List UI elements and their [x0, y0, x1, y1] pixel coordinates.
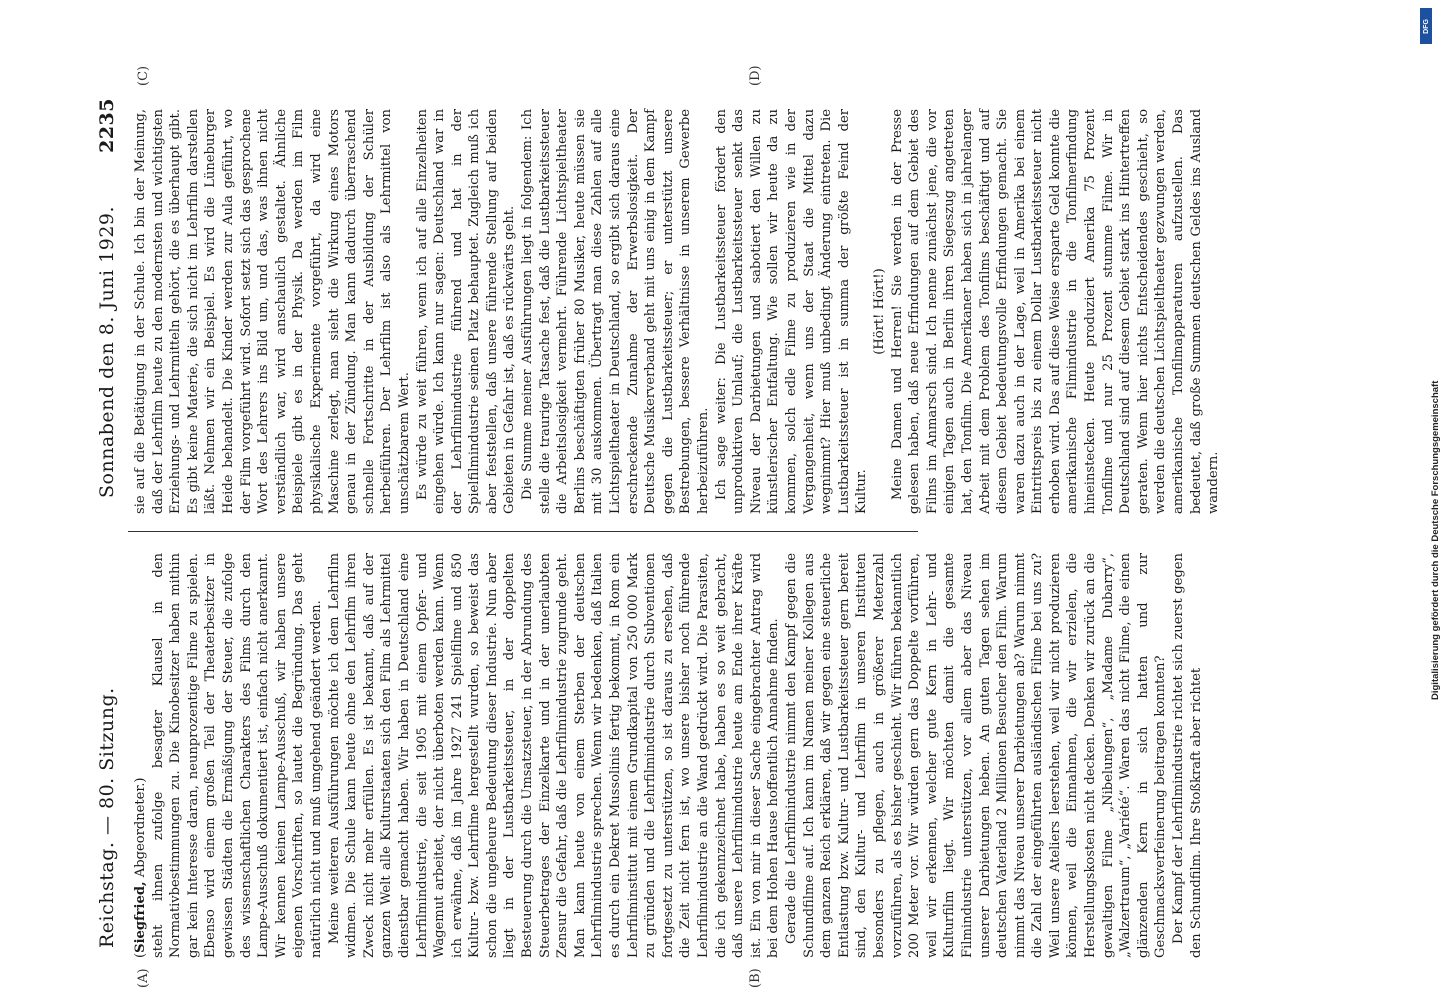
dfg-logo — [1420, 8, 1432, 44]
header-left: Reichstag. — 80. Sitzung. — [96, 687, 118, 948]
paragraph: steht ihnen zufolge besagter Klausel in den Normativbestimmungen zu. Die Kinobesitzer haben mithin gar kein Interesse daran, neunprozentige Filme zu spielen. Ebenso wird einem großen Teil der Theaterbesitzer in gewissen Städten die Ermäßigung der Steuer, die zufolge des wissenschaftlichen Charakters des Films durch den Lampe-Ausschuß dokumentiert ist, einfach nicht anerkannt. Wir kennen keinen Lampe-Ausschuß, wir haben unsere eigenen Vorschriften, so lautet die Begründung. Das geht natürlich nicht und muß umgehend geändert werden. — [150, 553, 324, 958]
paragraph: sie auf die Betätigung in der Schule. Ich bin der Meinung, daß der Lehrfilm heute zu den modernsten und wichtigsten Erziehungs- und Lehrmitteln gehört, die es überhaupt gibt. Es gibt keine Materie, die sich nicht im Lehrfilm darstellen läßt. Nehmen wir ein Beispiel. Es wird die Lüneburger Heide behandelt. Die Kinder werden zur Aula geführt, wo der Film vorgeführt wird. Sofort setzt sich das gesprochene Wort des Lehrers ins Bild um, und das, was ihnen nicht verständlich war, wird anschaulich gestaltet. Ähnliche Beispiele gibt es in der Physik. Da werden im Film physikalische Experimente vorgeführt, da wird eine Maschine zerlegt, man sieht die Wirkung eines Motors genau in der Zündung. Man kann dadurch überraschend schnelle Fortschritte in der Ausbildung der Schüler herbeiführen. Der Lehrfilm ist also als Lehrmittel von unschätzbarem Wert. — [133, 109, 412, 514]
interjection: (Hört! Hört!) — [871, 268, 887, 355]
margin-marker-c: (C) — [136, 65, 151, 86]
column-divider — [128, 531, 918, 532]
paragraph: Ich sage weiter: Die Lustbarkeitssteuer fördert den unproduktiven Umlauf; die Lustbarkeitssteuer senkt das Niveau der Darbietungen und sabotiert den Willen zu künstlerischer Entfaltung. Wie sollen wir heute da zu kommen, solch edle Filme zu produzieren wie in der Vergangenheit, wenn uns der Staat die Mittel dazu wegnimmt? Hier muß unbedingt Änderung eintreten. Die Lustbarkeitssteuer ist in summa der größte Feind der Kultur. — [713, 109, 870, 514]
margin-marker-b: (B) — [748, 968, 763, 988]
paragraph: Meine Damen und Herren! Sie werden in der Presse gelesen haben, daß neue Erfindungen auf dem Gebiet des Films im Anmarsch sind. Ich nenne zunächst jene, die vor einigen Tagen auch in Berlin ihren Siegeszug angetreten hat, den Tonfilm. Die Amerikaner haben sich in jahrelanger Arbeit mit dem Problem des Tonfilms beschäftigt und auf diesem Gebiet bedeutungsvolle Erfindungen gemacht. Sie waren dazu auch in der Lage, weil in Amerika bei einem Eintrittspreis bis zu einem Dollar Lustbarkeitssteuer nicht erhoben wird. Das auf diese Weise ersparte Geld konnte die amerikanische Filmindustrie in die Tonfilmerfindung hineinstecken. Heute produziert Amerika 75 Prozent Tonfilme und nur 25 Prozent stumme Filme. Wir in Deutschland sind auf diesem Gebiet stark ins Hintertreffen geraten. Wenn hier nichts Entscheidendes geschieht, so werden die deutschen Lichtspieltheater gezwungen werden, amerikanische Tonfilmapparaturen aufzustellen. Das bedeutet, daß große Summen deutschen Geldes ins Ausland wandern. — [889, 109, 1222, 514]
speaker-role: Abgeordneter.) — [133, 777, 148, 878]
speaker-line: (Siegfried, Abgeordneter.) — [133, 777, 148, 958]
margin-marker-d: (D) — [748, 65, 763, 86]
page-number: 2235 — [96, 98, 118, 153]
rotated-page — [88, 65, 1388, 988]
column-left — [132, 553, 1205, 958]
paragraph: Es würde zu weit führen, wenn ich auf alle Einzelheiten eingehen würde. Ich kann nur sagen: Deutschland war in der Lehrfilmindustrie führend und hat in der Spielfilmindustrie seinen Platz behauptet. Zugleich muß ich aber feststellen, daß unsere führende Stellung auf beiden Gebieten in Gefahr ist, daß es rückwärts geht. — [414, 109, 518, 514]
speaker-name: Siegfried, — [133, 881, 148, 953]
paragraph: Gerade die Lehrfilmindustrie nimmt den Kampf gegen die Schundfilme auf. Ich kann im Namen meiner Kollegen aus dem ganzen Reich erklären, daß wir gegen eine steuerliche Entlastung bzw. Kultur- und Lustbarkeitssteuer gern bereit sind, den Kultur- und Lehrfilm in unseren Instituten besonders zu pflegen, auch in größerer Meterzahl vorzuführen, als es bisher geschieht. Wir führen bekanntlich 200 Meter vor. Wir würden gern das Doppelte vorführen, weil wir erkennen, welcher gute Kern in Lehr- und Kulturfilm liegt. Wir möchten damit die gesamte Filmindustrie unterstützen, vor allem aber das Niveau unserer Darbietungen heben. An guten Tagen sehen im deutschen Vaterland 2 Millionen Besucher den Film. Warum nimmt das Niveau unserer Darbietungen ab? Warum nimmt die Zahl der eingeführten ausländischen Filme bei uns zu? Weil unsere Ateliers leerstehen, weil wir nicht produzieren können, weil die Einnahmen, die wir erzielen, die Herstellungskosten nicht decken. Denken wir zurück an die gewaltigen Filme „Nibelungen“, „Madame Dubarry“, „Walzertraum“, „Variété“. Waren das nicht Filme, die einen glänzenden Kern in sich hatten und zur Geschmacksverfeinerung beitragen konnten? — [783, 553, 1169, 958]
digitization-credit: Digitalisierung gefördert durch die Deutsche Forschungsgemeinschaft — [1430, 380, 1441, 700]
column-right — [132, 109, 1223, 514]
header-date: Sonnabend den 8. Juni 1929. — [96, 205, 118, 498]
paragraph: Die Summe meiner Ausführungen liegt in folgendem: Ich stelle die traurige Tatsache fest, daß die Lustbarkeitssteuer die Arbeitslosigkeit vermehrt. Führende Lichtspieltheater Berlins beschäftigten früher 80 Musiker, heute müssen sie mit 30 auskommen. Übertragt man diese Zahlen auf alle Lichtspieltheater in Deutschland, so ergibt sich daraus eine erschreckende Zunahme der Erwerbslosigkeit. Der Deutsche Musikerverband geht mit uns einig in dem Kampf gegen die Lustbarkeitssteuer; er unterstützt unsere Bestrebungen, bessere Verhältnisse in unserem Gewerbe herbeizuführen. — [520, 109, 711, 514]
dfg-logo-text: DFG — [1422, 18, 1430, 34]
paragraph: Meine weiteren Ausführungen möchte ich dem Lehrfilm widmen. Die Schule kann heute ohne den Lehrfilm ihren Zweck nicht mehr erfüllen. Es ist bekannt, daß auf der ganzen Welt alle Kulturstaaten sich den Film als Lehrmittel dienstbar gemacht haben. Wir haben in Deutschland eine Lehrfilmindustrie, die seit 1905 mit einem Opfer- und Wagemut arbeitet, der nicht überboten werden kann. Wenn ich erwähne, daß im Jahre 1927 241 Spielfilme und 850 Kultur- bzw. Lehrfilme hergestellt wurden, so beweist das schon die ungeheure Bedeutung dieser Industrie. Nun aber liegt in der Lustbarkeitssteuer, in der doppelten Besteuerung durch die Umsatzsteuer, in der Abrundung des Steuerbetrages der Einzelkarte und in der unerlaubten Zensur die Gefahr, daß die Lehrfilmindustrie zugrunde geht. Man kann heute von einem Sterben der deutschen Lehrfilmindustrie sprechen. Wenn wir bedenken, daß Italien es durch ein Dekret Mussolinis fertig bekommt, in Rom ein Lehrfilminstitut mit einem Grundkapital von 250 000 Mark zu gründen und die Lehrfilmindustrie durch Subventionen fortgesetzt zu unterstützen, so ist daraus zu ersehen, daß die Zeit nicht fern ist, wo unsere bisher noch führende Lehrfilmindustrie an die Wand gedrückt wird. Die Parasiten, die ich gekennzeichnet habe, haben es so weit gebracht, daß unsere Lehrfilmindustrie heute am Ende ihrer Kräfte ist. Ein von mir in dieser Sache eingebrachter Antrag wird bei dem Hohen Hause hoffentlich Annahme finden. — [326, 553, 782, 958]
page-header — [88, 98, 128, 958]
paragraph: Der Kampf der Lehrfilmindustrie richtet sich zuerst gegen den Schundfilm. Ihre Stoßkraft aber richtet — [1171, 553, 1204, 958]
margin-marker-a: (A) — [136, 968, 151, 988]
